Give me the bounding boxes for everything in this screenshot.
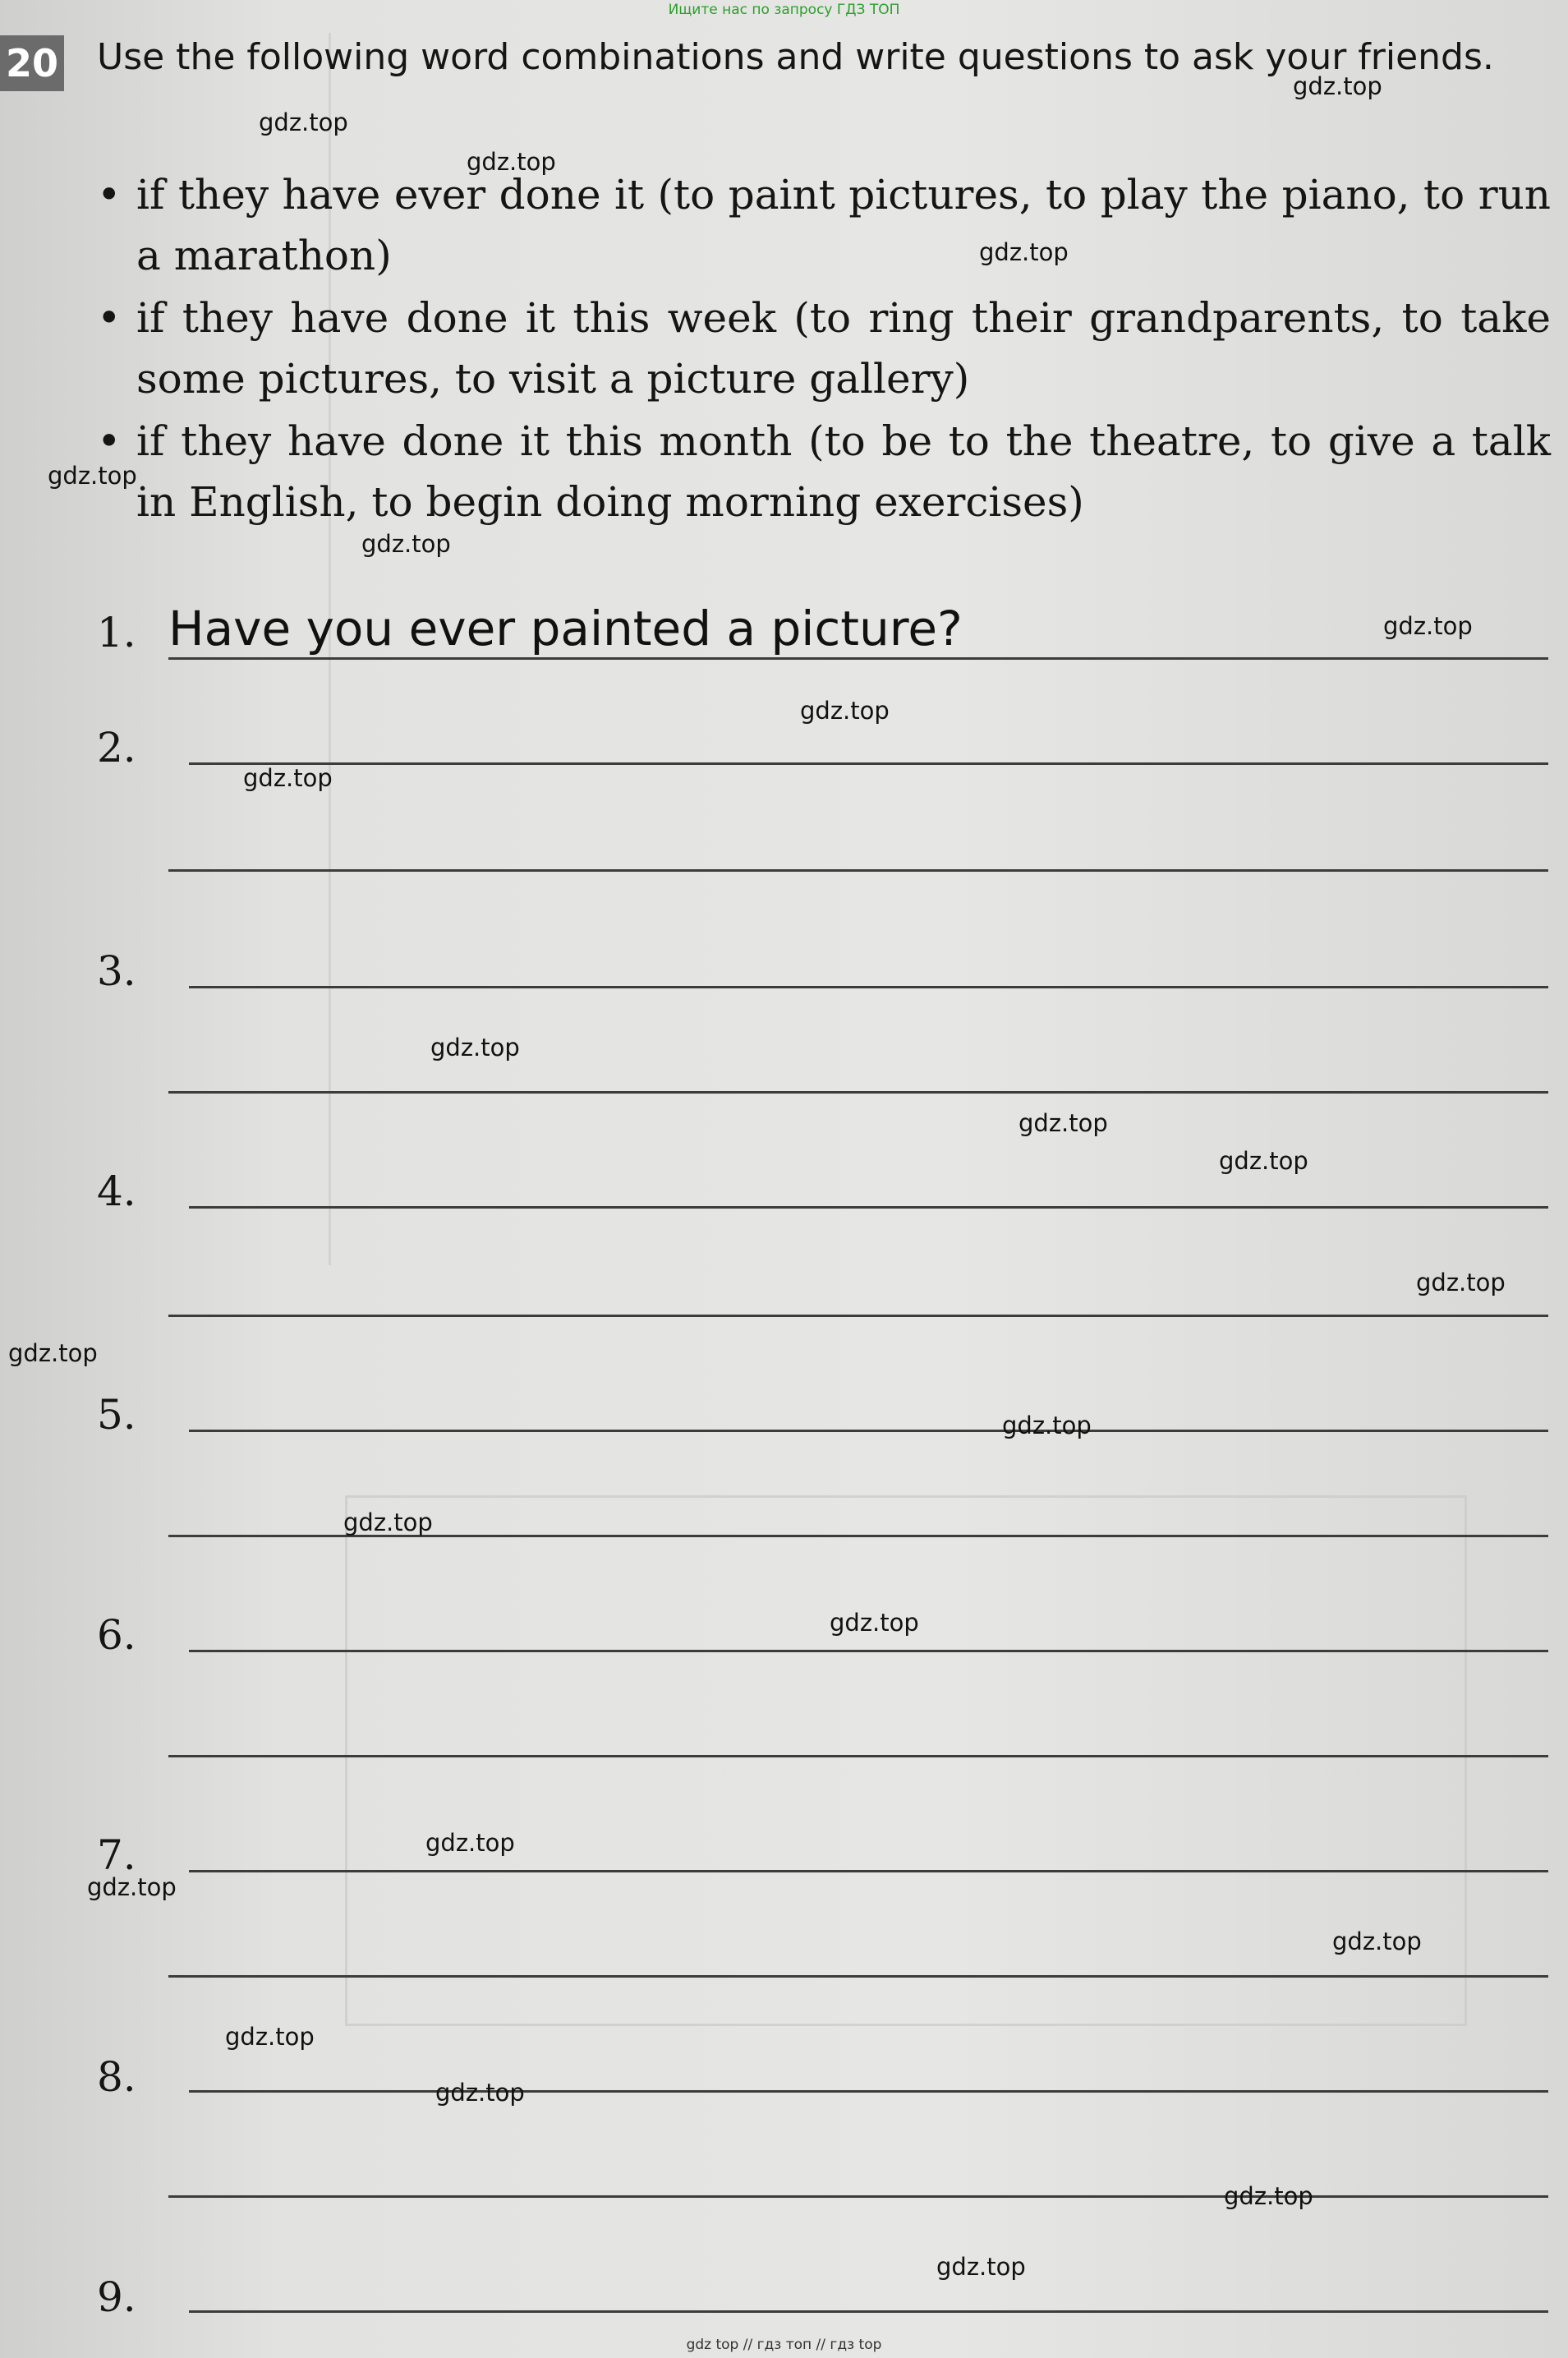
watermark: gdz.top — [48, 462, 137, 490]
watermark: gdz.top — [435, 2079, 525, 2107]
item-number: 9. — [97, 2273, 136, 2321]
watermark: gdz.top — [425, 1829, 515, 1857]
bullet-text: if they have done it this week (to ring their grandparents, to take some pictures, to visit a picture gallery) — [136, 294, 1551, 403]
bullet-list — [97, 164, 1551, 534]
watermark: gdz.top — [1224, 2182, 1313, 2210]
watermark: gdz.top — [361, 530, 451, 558]
answer-line[interactable] — [168, 1975, 1548, 1978]
watermark: gdz.top — [936, 2253, 1026, 2281]
answer-line[interactable] — [189, 986, 1548, 988]
answer-line[interactable] — [189, 2090, 1548, 2093]
answer-line[interactable] — [168, 1755, 1548, 1757]
item-number: 4. — [97, 1167, 136, 1215]
exercise-number: 20 — [0, 35, 64, 91]
watermark: gdz.top — [225, 2023, 315, 2051]
watermark: gdz.top — [343, 1508, 433, 1536]
bullet-dot-icon: • — [97, 171, 122, 219]
answer-line[interactable] — [168, 869, 1548, 872]
watermark: gdz.top — [1416, 1269, 1506, 1296]
bullet-item — [97, 164, 1551, 286]
watermark: gdz.top — [87, 1873, 177, 1901]
watermark: gdz.top — [430, 1034, 520, 1062]
item-number: 8. — [97, 2053, 136, 2101]
bullet-text: if they have ever done it (to paint pictures, to play the piano, to run a marathon) — [136, 171, 1551, 279]
answer-line[interactable] — [189, 1870, 1548, 1872]
bullet-dot-icon: • — [97, 294, 122, 342]
answer-line[interactable] — [189, 2310, 1548, 2313]
item-number: 2. — [97, 724, 136, 771]
handwritten-answer: Have you ever painted a picture? — [168, 601, 963, 656]
watermark: gdz.top — [259, 108, 348, 136]
item-number: 1. — [97, 609, 136, 656]
item-number: 7. — [97, 1831, 136, 1879]
watermark: gdz.top — [830, 1609, 919, 1637]
watermark: gdz.top — [1293, 72, 1382, 100]
bullet-item — [97, 411, 1551, 532]
watermark: gdz.top — [243, 764, 333, 792]
answer-line[interactable] — [168, 657, 1548, 660]
item-number: 3. — [97, 947, 136, 995]
answer-line[interactable] — [168, 1091, 1548, 1094]
header-note: Ищите нас по запросу ГДЗ ТОП — [668, 2, 900, 18]
watermark: gdz.top — [1383, 612, 1473, 640]
watermark: gdz.top — [979, 238, 1069, 266]
item-number: 5. — [97, 1391, 136, 1439]
footer-note: gdz top // гдз топ // гдз top — [686, 2337, 882, 2353]
watermark: gdz.top — [1332, 1927, 1422, 1955]
watermark: gdz.top — [8, 1339, 98, 1367]
answer-line[interactable] — [189, 1650, 1548, 1652]
answer-line[interactable] — [168, 2195, 1548, 2198]
bullet-text: if they have done it this month (to be to the theatre, to give a talk in English, to begin doing morning exercises) — [136, 417, 1551, 526]
answer-line[interactable] — [189, 1430, 1548, 1432]
watermark: gdz.top — [1019, 1109, 1108, 1137]
answer-line[interactable] — [189, 762, 1548, 765]
watermark: gdz.top — [800, 697, 890, 725]
item-number: 6. — [97, 1611, 136, 1659]
watermark: gdz.top — [1219, 1147, 1308, 1175]
answer-line[interactable] — [189, 1206, 1548, 1209]
bullet-dot-icon: • — [97, 417, 122, 465]
watermark: gdz.top — [1002, 1412, 1092, 1439]
show-through-word-box — [345, 1495, 1467, 2026]
bullet-item — [97, 288, 1551, 409]
exercise-instruction: Use the following word combinations and write questions to ask your friends. — [97, 36, 1494, 78]
answer-line[interactable] — [168, 1315, 1548, 1317]
watermark: gdz.top — [467, 148, 556, 176]
